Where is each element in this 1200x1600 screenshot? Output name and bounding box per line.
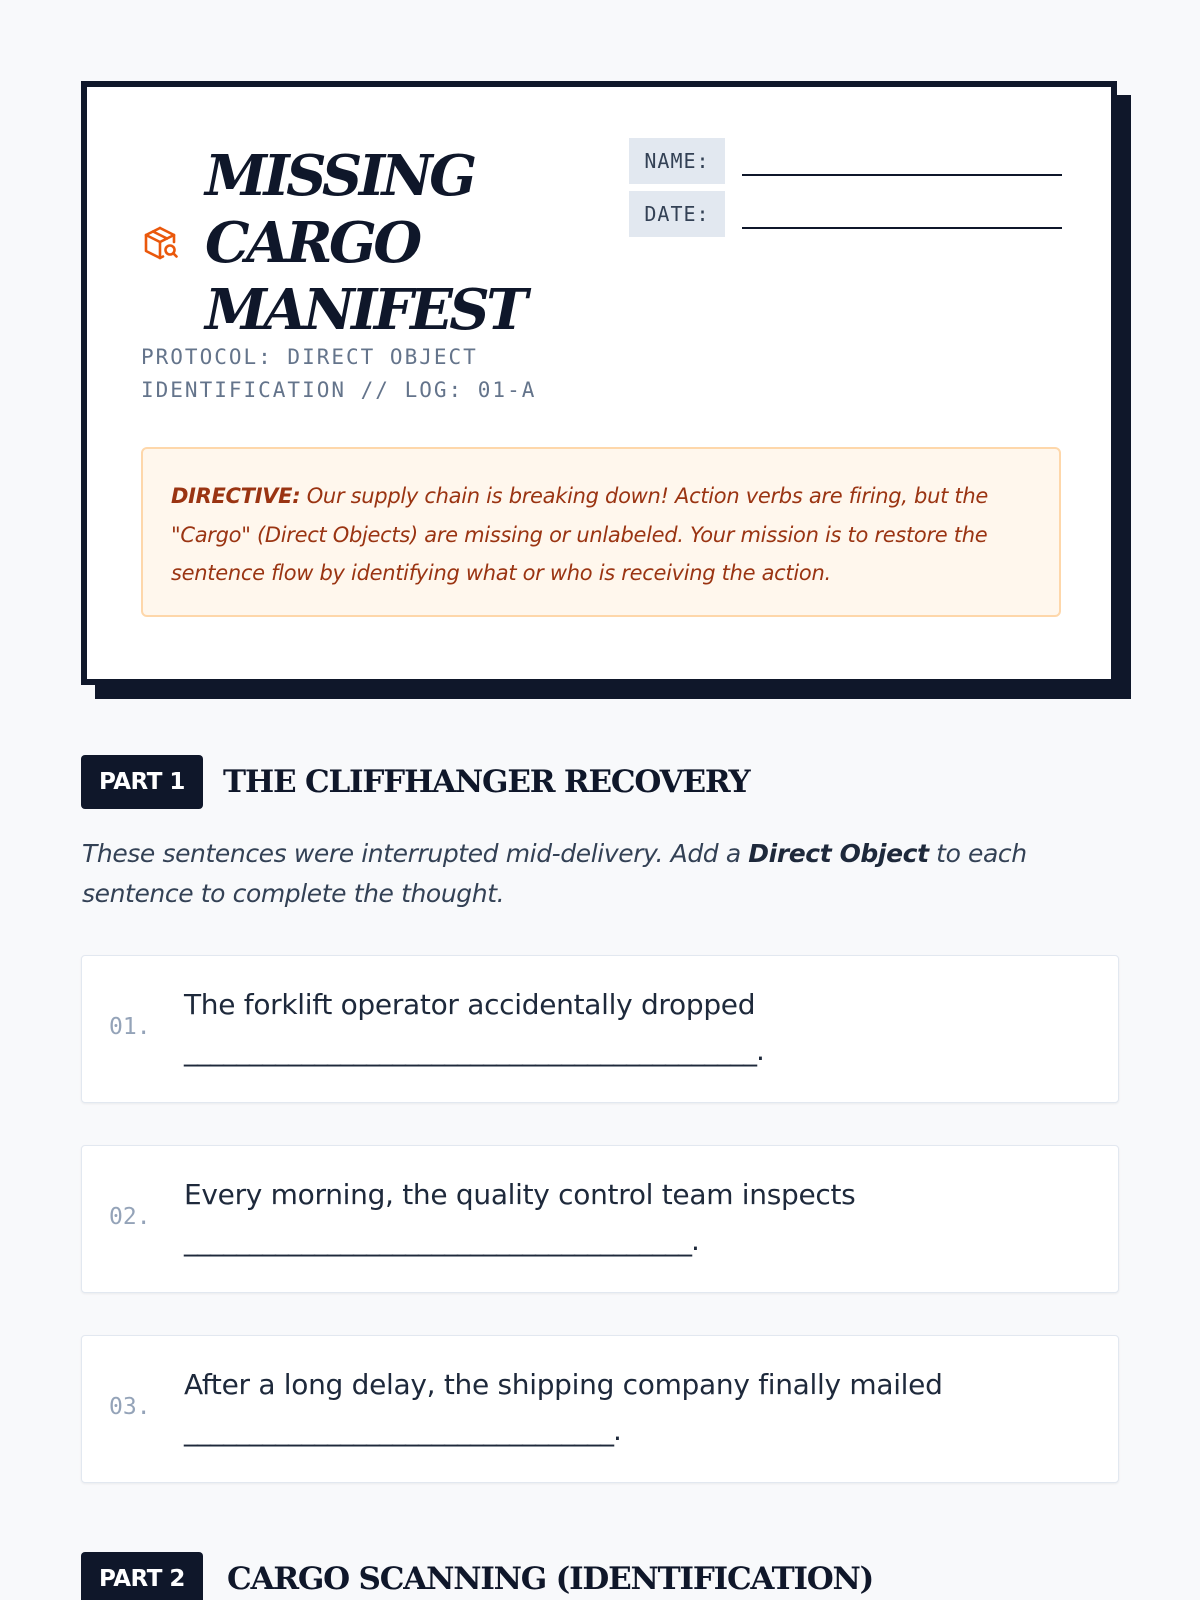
title-line: MISSING [205, 143, 474, 209]
directive-text: Our supply chain is breaking down! Action verbs are firing, but the "Cargo" (Direct Objects) are missing or unlabeled. Your mission is to restore the sentence flow by identifying what or who is receiving the action. [171, 484, 988, 585]
protocol-line: PROTOCOL: DIRECT OBJECT [141, 345, 478, 369]
title-line: MANIFEST [205, 277, 525, 343]
question-item-2 [81, 1145, 1119, 1293]
part-1-instructions [82, 834, 1102, 914]
question-prompt: Every morning, the quality control team inspects [184, 1178, 856, 1211]
package-search-icon [143, 225, 179, 261]
question-text [184, 982, 1084, 1074]
part-1-title: THE CLIFFHANGER RECOVERY [223, 764, 750, 800]
question-number: 02. [109, 1204, 151, 1230]
answer-blank[interactable]: _______________________________________. [184, 1224, 699, 1257]
question-item-1 [81, 955, 1119, 1103]
date-label: DATE: [629, 191, 725, 237]
part-2-title: CARGO SCANNING (IDENTIFICATION) [227, 1561, 874, 1597]
question-text [184, 1362, 1084, 1454]
protocol-line: IDENTIFICATION // LOG: 01-A [141, 378, 537, 402]
directive-label: DIRECTIVE: [171, 484, 301, 508]
instructions-text: These sentences were interrupted mid-delivery. Add a [82, 839, 741, 868]
protocol-subtitle [141, 341, 611, 407]
question-item-3 [81, 1335, 1119, 1483]
part-1-badge: PART 1 [81, 755, 203, 809]
date-field[interactable] [742, 227, 1062, 229]
instructions-text: to each sentence to complete the thought. [82, 839, 1027, 908]
question-prompt: The forklift operator accidentally dropped [184, 988, 756, 1021]
question-prompt: After a long delay, the shipping company finally mailed [184, 1368, 943, 1401]
answer-blank[interactable]: ____________________________________________. [184, 1034, 764, 1067]
question-number: 03. [109, 1394, 151, 1420]
worksheet-title [205, 143, 524, 344]
answer-blank[interactable]: _________________________________. [184, 1414, 621, 1447]
directive-box [141, 447, 1061, 617]
manifest-header-card [81, 81, 1117, 685]
question-text [184, 1172, 1084, 1264]
instructions-emphasis: Direct Object [748, 839, 929, 868]
name-field[interactable] [742, 174, 1062, 176]
question-number: 01. [109, 1014, 151, 1040]
name-label: NAME: [629, 138, 725, 184]
title-line: CARGO [205, 210, 419, 276]
part-2-badge: PART 2 [81, 1552, 203, 1600]
